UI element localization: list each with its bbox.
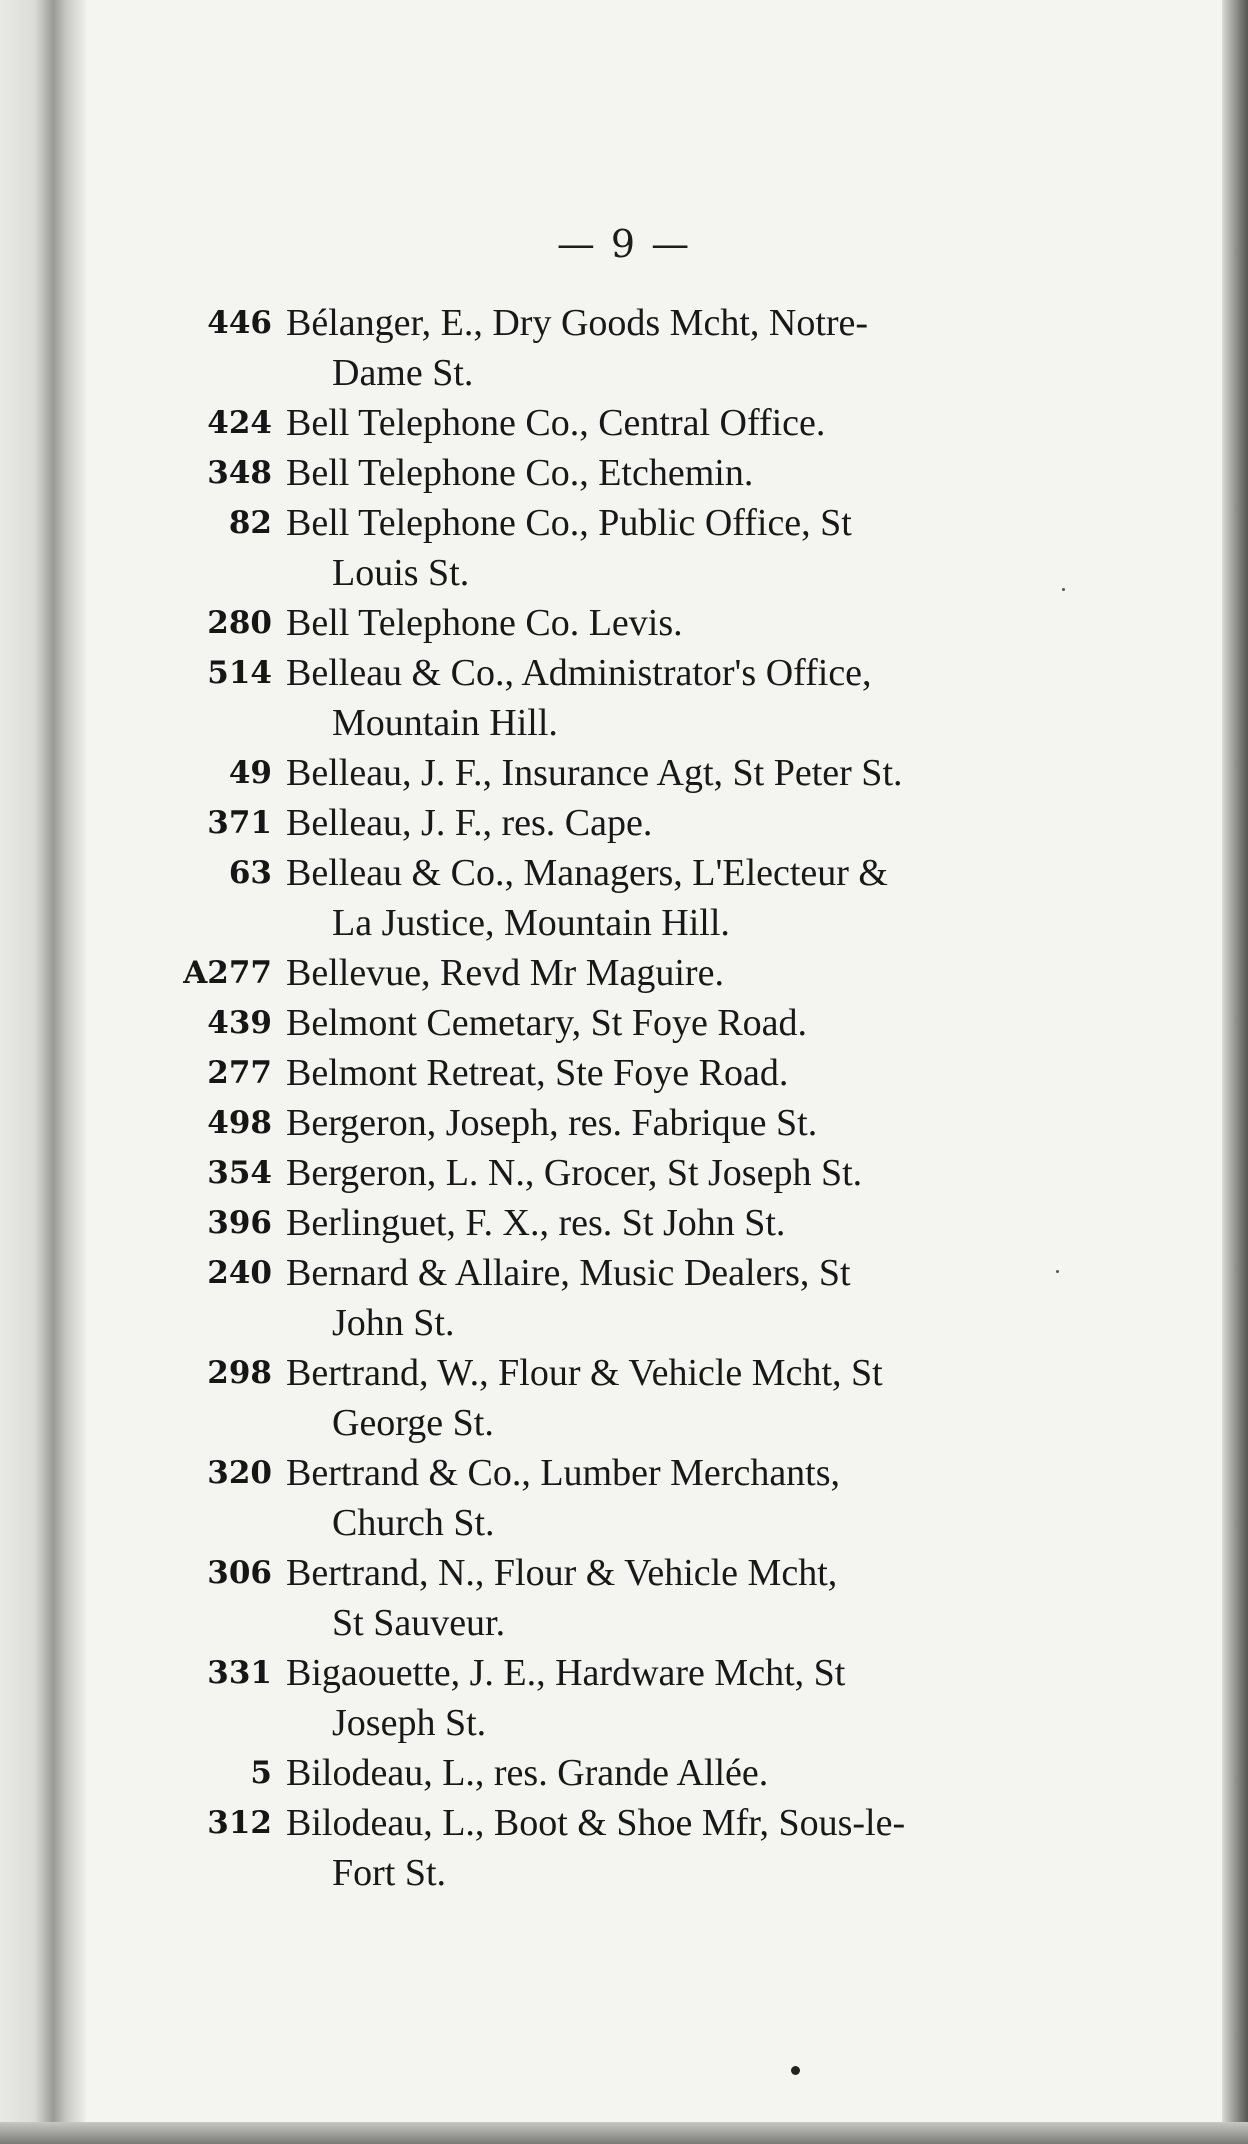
entry-line: Bergeron, L. N., Grocer, St Joseph St. [286,1152,863,1194]
telephone-number: 298 [207,1355,272,1391]
entry-text [286,798,1050,848]
dust-speck [1056,1270,1059,1273]
entry-text [286,1448,1050,1548]
telephone-number: 49 [228,755,272,791]
entry-line: Bell Telephone Co., Etchemin. [286,452,754,494]
directory-entry [150,1798,1050,1898]
entry-line: Belleau, J. F., Insurance Agt, St Peter St. [286,752,903,794]
directory-entry [150,848,1050,948]
entry-text [286,1748,1050,1798]
entry-line: Bigaouette, J. E., Hardware Mcht, St [286,1652,846,1694]
entry-text [286,1098,1050,1148]
directory-entry [150,1148,1050,1198]
entry-text [286,1348,1050,1448]
entry-text [286,398,1050,448]
entry-continuation: Joseph St. [332,1702,487,1744]
entry-line: Berlinguet, F. X., res. St John St. [286,1202,786,1244]
entry-line: Bilodeau, L., Boot & Shoe Mfr, Sous-le- [286,1802,906,1844]
entry-continuation: John St. [332,1302,455,1344]
entry-line: Belmont Cemetary, St Foye Road. [286,1002,808,1044]
entry-text [286,448,1050,498]
entry-text [286,648,1050,748]
entry-line: Bertrand, N., Flour & Vehicle Mcht, [286,1552,838,1594]
entry-text [286,1198,1050,1248]
entry-line: Bélanger, E., Dry Goods Mcht, Notre- [286,302,869,344]
entry-text [286,848,1050,948]
entry-line: Bilodeau, L., res. Grande Allée. [286,1752,769,1794]
dust-speck [1062,588,1065,591]
entry-text [286,598,1050,648]
directory-entry [150,1198,1050,1248]
entry-line: Belmont Retreat, Ste Foye Road. [286,1052,789,1094]
directory-entry [150,448,1050,498]
telephone-number: A277 [183,955,272,991]
telephone-number: 312 [207,1805,272,1841]
telephone-number: 280 [207,605,272,641]
directory-entry [150,398,1050,448]
directory-entry [150,1348,1050,1448]
entry-continuation: George St. [332,1402,494,1444]
entry-text [286,1648,1050,1748]
directory-entry [150,798,1050,848]
entry-line: Belleau, J. F., res. Cape. [286,802,653,844]
page-number: — 9 — [556,222,692,266]
entry-text [286,1548,1050,1648]
entry-text [286,1248,1050,1348]
telephone-number: 348 [207,455,272,491]
directory-entry [150,298,1050,398]
telephone-number: 396 [207,1205,272,1241]
directory-entry [150,948,1050,998]
entry-continuation: Fort St. [332,1852,447,1894]
directory-entry [150,748,1050,798]
entry-line: Bergeron, Joseph, res. Fabrique St. [286,1102,818,1144]
entry-text [286,748,1050,798]
entry-line: Bernard & Allaire, Music Dealers, St [286,1252,851,1294]
directory-entry [150,498,1050,598]
entry-continuation: La Justice, Mountain Hill. [332,902,730,944]
bottom-edge-shadow [0,2122,1248,2144]
telephone-number: 424 [207,405,272,441]
telephone-number: 439 [207,1005,272,1041]
entry-text [286,998,1050,1048]
directory-entry [150,1548,1050,1648]
telephone-number: 63 [228,855,272,891]
entry-line: Bertrand, W., Flour & Vehicle Mcht, St [286,1352,883,1394]
directory-entry [150,1448,1050,1548]
entry-line: Bell Telephone Co. Levis. [286,602,683,644]
telephone-number: 371 [207,805,272,841]
entry-line: Bellevue, Revd Mr Maguire. [286,952,724,994]
entry-continuation: Mountain Hill. [332,702,558,744]
entry-text [286,498,1050,598]
entry-continuation: Church St. [332,1502,495,1544]
entry-line: Bell Telephone Co., Central Office. [286,402,826,444]
page-edge-shadow [1222,0,1248,2144]
entry-line: Belleau & Co., Administrator's Office, [286,652,872,694]
telephone-number: 320 [207,1455,272,1491]
telephone-number: 331 [207,1655,272,1691]
directory-entry [150,1098,1050,1148]
entry-text [286,948,1050,998]
directory-entry [150,648,1050,748]
entry-continuation: St Sauveur. [332,1602,506,1644]
telephone-number: 354 [207,1155,272,1191]
directory-entry [150,998,1050,1048]
telephone-number: 306 [207,1555,272,1591]
entry-text [286,1048,1050,1098]
entry-text [286,1148,1050,1198]
entry-continuation: Louis St. [332,552,470,594]
directory-entry [150,1748,1050,1798]
entry-line: Bertrand & Co., Lumber Merchants, [286,1452,841,1494]
telephone-number: 277 [207,1055,272,1091]
entry-line: Belleau & Co., Managers, L'Electeur & [286,852,888,894]
directory-listing [150,298,1050,1898]
telephone-number: 498 [207,1105,272,1141]
directory-entry [150,598,1050,648]
entry-continuation: Dame St. [332,352,474,394]
directory-entry [150,1048,1050,1098]
directory-entry [150,1248,1050,1348]
telephone-number: 446 [207,305,272,341]
entry-text [286,1798,1050,1898]
telephone-number: 240 [207,1255,272,1291]
ink-dot [791,2066,800,2075]
telephone-number: 514 [207,655,272,691]
telephone-number: 5 [250,1755,272,1791]
entry-line: Bell Telephone Co., Public Office, St [286,502,852,544]
entry-text [286,298,1050,398]
telephone-number: 82 [228,505,272,541]
binding-gutter [0,0,86,2144]
directory-entry [150,1648,1050,1748]
